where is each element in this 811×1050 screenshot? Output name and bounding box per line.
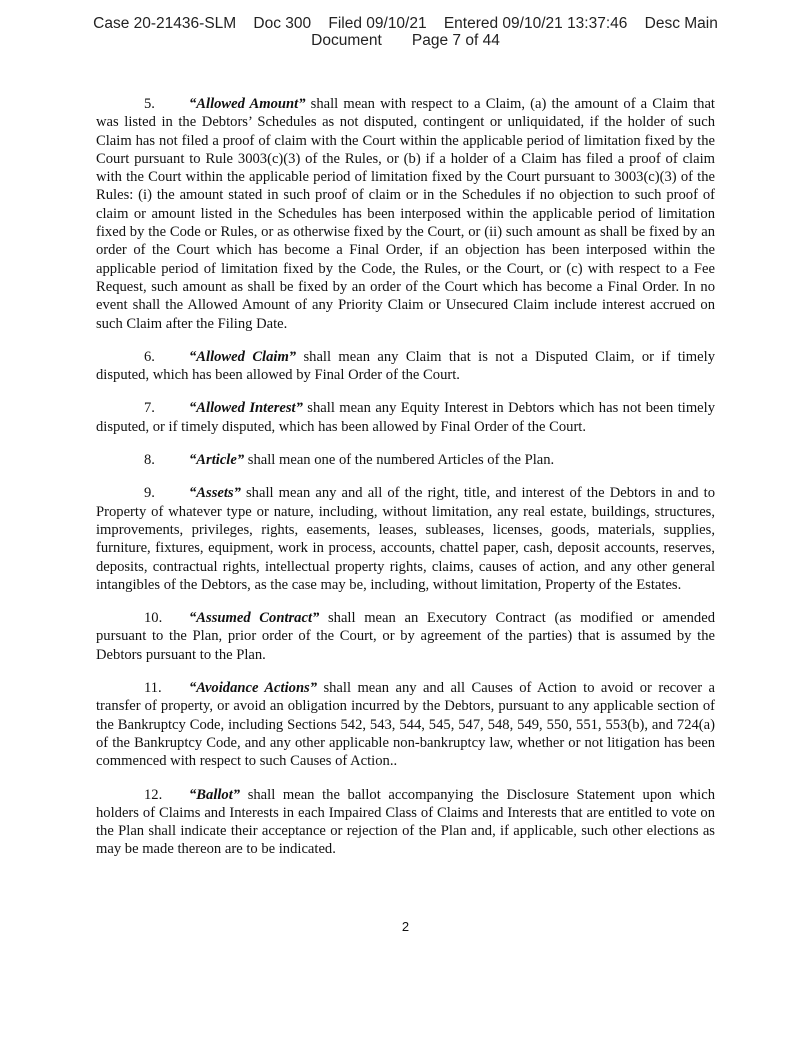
- definition-text: shall mean one of the numbered Articles of the Plan.: [244, 452, 555, 469]
- definition-paragraph: [96, 484, 715, 594]
- definition-text: shall mean any Equity Interest in Debtors which has not been timely disputed, or if timely disputed, which has been allowed by Final Order of the Court.: [96, 400, 716, 435]
- paragraph-number: 8.: [144, 452, 155, 469]
- defined-term: “Allowed Amount”: [189, 96, 306, 112]
- document-body: [96, 95, 715, 874]
- defined-term: “Assumed Contract”: [189, 610, 320, 627]
- page-number: 2: [401, 919, 410, 934]
- definition-paragraph: [96, 348, 715, 385]
- definition-paragraph: [96, 609, 715, 664]
- paragraph-number: 11.: [144, 680, 162, 697]
- definition-text: shall mean the ballot accompanying the Disclosure Statement upon which holders of Claims and Interests in each Impaired Class of Claims and Interests that are entitled to vote on the Plan shall indicate their acceptance or rejection of the Plan and, if applicable, such other elections as may be made thereon are to be indicated.: [96, 786, 715, 858]
- defined-term: “Ballot”: [189, 786, 241, 803]
- definition-text: shall mean an Executory Contract (as modified or amended pursuant to the Plan, prior order of the Court, or by agreement of the parties) that is assumed by the Debtors pursuant to the Plan.: [96, 610, 715, 663]
- definition-text: shall mean any Claim that is not a Disputed Claim, or if timely disputed, which has been allowed by Final Order of the Court.: [96, 348, 715, 384]
- definition-paragraph: [96, 786, 715, 859]
- definition-paragraph: [96, 451, 715, 469]
- case-header-line-2: Document Page 7 of 44: [311, 32, 500, 49]
- case-header-line-1: Case 20-21436-SLM Doc 300 Filed 09/10/21 Entered 09/10/21 13:37:46 Desc Main: [93, 15, 718, 32]
- paragraph-number: 5.: [144, 96, 155, 112]
- defined-term: “Article”: [189, 452, 245, 469]
- definition-paragraph: [96, 679, 715, 770]
- paragraph-number: 6.: [144, 348, 155, 365]
- paragraph-number: 10.: [144, 610, 163, 627]
- case-header: [0, 15, 811, 49]
- definition-text: shall mean with respect to a Claim, (a) the amount of a Claim that was listed in the Debtors’ Schedules as not disputed, contingent or unliquidated, if the holder of such Claim has not filed a proof of claim with the Court within the applicable period of limitation fixed by the Court pursuant to Rule 3003(c)(3) of the Rules, or (b) if a holder of a Claim has filed a proof of claim with the Court within the applicable period of limitation fixed by the Court pursuant to 3003(c)(3) of the Rules: (i) the amount stated in such proof of claim or in the Schedules if no objection to such proof of claim or amount listed in the Schedules has been interposed within the applicable period of limitation fixed by the Code or Rules, or as otherwise fixed by the Court, or (ii) such amount as shall be fixed by an order of the Court which has become a Final Order, if an objection has been interposed within the applicable period of limitation fixed by the Code, the Rules, or the Court, or (c) with respect to a Fee Request, such amount as shall be fixed by an order of the Court which has become a Final Order. In no event shall the Allowed Amount of any Priority Claim or Unsecured Claim include interest accrued on such Claim after the Filing Date.: [96, 96, 715, 332]
- definition-text: shall mean any and all Causes of Action to avoid or recover a transfer of property, or avoid an obligation incurred by the Debtors, pursuant to any applicable section of the Bankruptcy Code, including Sections 542, 543, 544, 545, 547, 548, 549, 550, 551, 553(b), and 724(a) of the Bankruptcy Code, and any other applicable non-bankruptcy law, whether or not litigation has been commenced with respect to such Causes of Action..: [96, 680, 715, 770]
- defined-term: “Allowed Interest”: [189, 400, 303, 417]
- paragraph-number: 12.: [144, 786, 163, 803]
- defined-term: “Avoidance Actions”: [189, 680, 318, 697]
- definition-paragraph: [96, 95, 715, 333]
- defined-term: “Allowed Claim”: [189, 348, 297, 365]
- paragraph-number: 7.: [144, 400, 155, 417]
- paragraph-number: 9.: [144, 485, 155, 502]
- definition-text: shall mean any and all of the right, title, and interest of the Debtors in and to Property of whatever type or nature, including, without limitation, any real estate, buildings, structures, improvements, privileges, rights, easements, leases, subleases, licenses, goods, materials, supplies, furniture, fixtures, equipment, work in process, accounts, chattel paper, cash, deposit accounts, reserves, deposits, contractual rights, intellectual property rights, claims, causes of action, and any other general intangibles of the Debtors, as the case may be, including, without limitation, Property of the Estates.: [96, 485, 715, 593]
- defined-term: “Assets”: [189, 485, 241, 502]
- definition-paragraph: [96, 399, 715, 436]
